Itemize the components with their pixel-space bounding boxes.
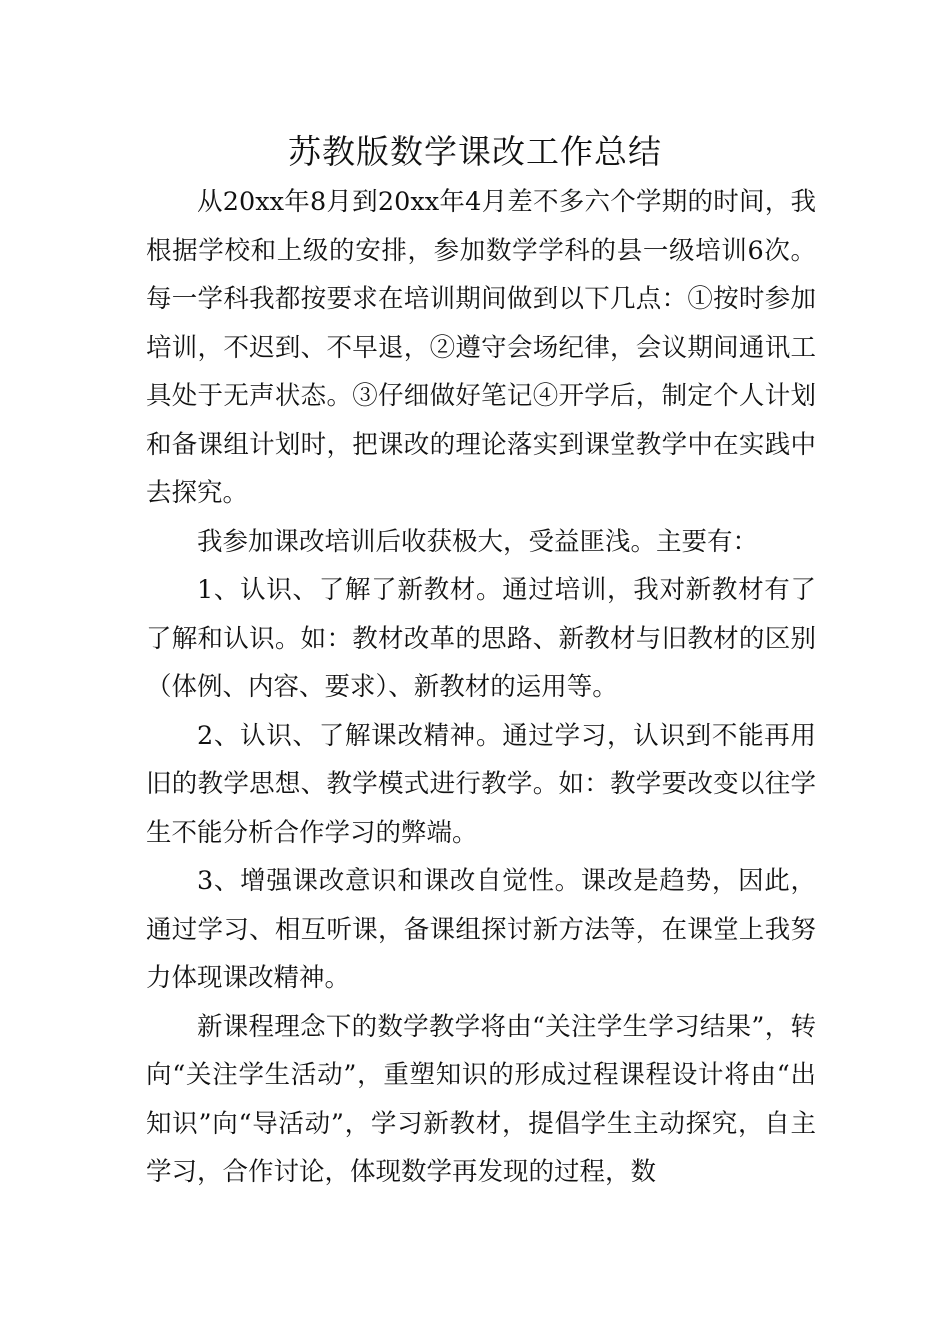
paragraph-point-3: 3、增强课改意识和课改自觉性。课改是趋势，因此，通过学习、相互听课，备课组探讨新方法等，在课堂上我努力体现课改精神。 bbox=[146, 866, 816, 993]
document-body bbox=[146, 178, 816, 1197]
document-title: 苏教版数学课改工作总结 bbox=[288, 132, 662, 171]
paragraph-gains-intro: 我参加课改培训后收获极大，受益匪浅。主要有： bbox=[197, 526, 759, 557]
paragraph-point-1: 1、认识、了解了新教材。通过培训，我对新教材有了了解和认识。如：教材改革的思路、新教材与旧教材的区别（体例、内容、要求）、新教材的运用等。 bbox=[146, 575, 816, 702]
paragraph-new-curriculum: 新课程理念下的数学教学将由“关注学生学习结果”，转向“关注学生活动”，重塑知识的形成过程课程设计将由“出知识”向“导活动”，学习新教材，提倡学生主动探究，自主学习，合作讨论，体现数学再发现的过程，数 bbox=[146, 1011, 816, 1187]
paragraph-training-overview: 从20xx年8月到20xx年4月差不多六个学期的时间，我根据学校和上级的安排，参加数学学科的县一级培训6次。每一学科我都按要求在培训期间做到以下几点：①按时参加培训，不迟到、不早退，②遵守会场纪律，会议期间通讯工具处于无声状态。③仔细做好笔记④开学后，制定个人计划和备课组计划时，把课改的理论落实到课堂教学中在实践中去探究。 bbox=[146, 187, 816, 508]
paragraph-point-2: 2、认识、了解课改精神。通过学习，认识到不能再用旧的教学思想、教学模式进行教学。如：教学要改变以往学生不能分析合作学习的弊端。 bbox=[146, 720, 816, 848]
